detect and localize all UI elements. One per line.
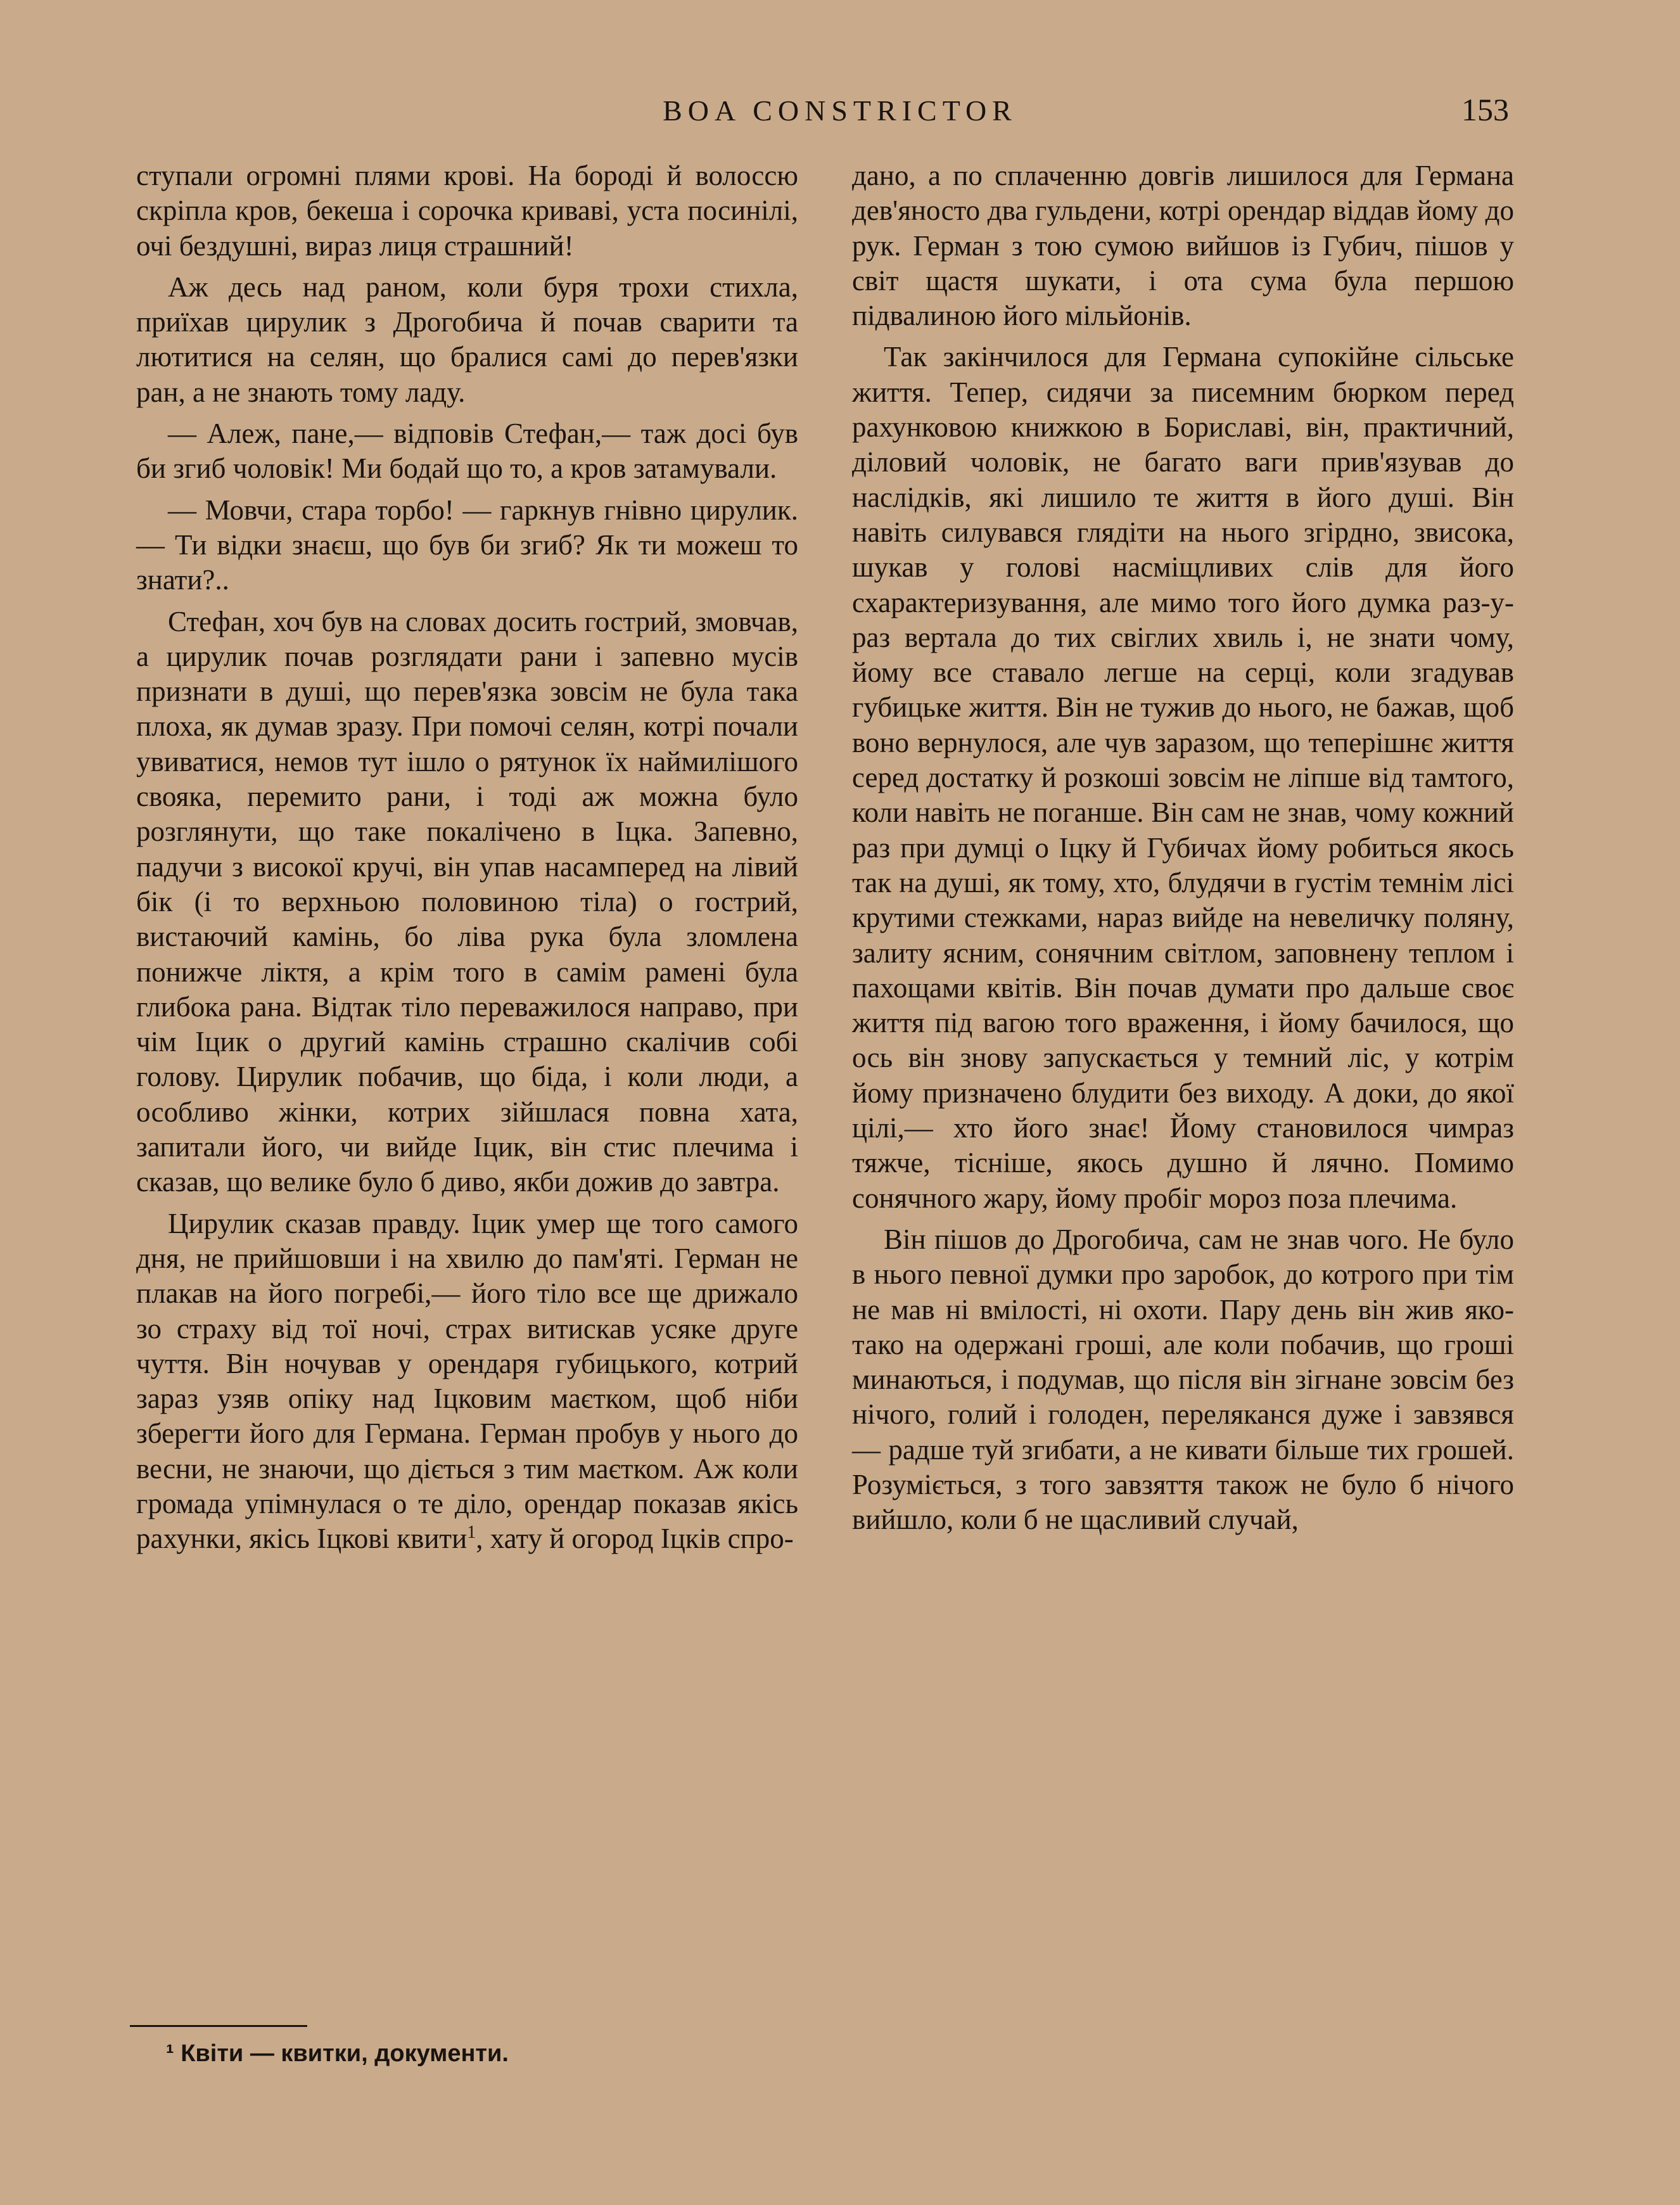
paragraph: Він пішов до Дрогобича, сам не знав чого. Не було в нього певної думки про заробок, до котрого при тім не мав ні вмілості, ні охоти. Пару день він жив яко-тако на одержані гроші, але коли побачив, що гроші минаються, і подумав, що після він зігнане зовсім без нічого, голий і голоден, переляканся дуже і завзявся — радше туй згибати, а не кивати більше тих грошей. Розуміється, з того завзяття також не було б нічого вийшло, коли б не щасливий случай,	[852, 1223, 1514, 1536]
paragraph: — Мовчи, стара торбо! — гаркнув гнівно цирулик.— Ти відки знаєш, що був би згиб? Як ти можеш то знати?..	[136, 494, 798, 596]
paragraph: Так закінчилося для Германа супокійне сільське життя. Тепер, сидячи за писемним бюрком перед рахунковою книжкою в Бориславі, він, практичний, діловий чоловік, не багато ваги прив'язував до наслідків, які лишило те життя в його душі. Він навіть силувався глядіти на нього згірдно, звисока, шукав у голові насміщливих слів для його схарактеризування, але мимо того його думка раз-у-раз вертала до тих свіглих хвиль і, не знати чому, йому все ставало легше на серці, коли згадував губицьке життя. Він не тужив до нього, не бажав, щоб воно вернулося, але чув заразом, що теперішнє життя серед достатку й розкоші зовсім не ліпше від тамтого, коли навіть не поганше. Він сам не знав, чому кожний раз при думці о Іцку й Губичах йому робиться якось так на душі, як тому, хто, блудячи в густім темнім лісі крутими стежками, нараз вийде на невеличку поляну, залиту ясним, сонячним світлом, заповнену теплом і пахощами квітів. Він почав думати про дальше своє життя під вагою того враження, і йому бачилося, що ось він знову запускається у темний ліс, у котрім йому призначено блудити без виходу. А доки, до якої цілі,— хто його знає! Йому становилося чимраз тяжче, тісніше, якось душно й лячно. Помимо сонячного жару, йому пробіг мороз поза плечима.	[852, 341, 1514, 1214]
page-number: 153	[1461, 92, 1509, 127]
footnote-rule	[130, 2025, 307, 2027]
paragraph: дано, а по сплаченню довгів лишилося для Германа дев'яносто два гульдени, котрі орендар віддав йому до рук. Герман з тою сумою вийшов із Губич, пішов у світ щастя шукати, і ота сума була першою підвалиною його мільйонів.	[852, 160, 1514, 332]
paragraph: Стефан, хоч був на словах досить гострий, змовчав, а цирулик почав розглядати рани і запевно мусів признати в душі, що перев'язка зовсім не була така плоха, як думав зразу. При помочі селян, котрі почали увиватися, немов тут ішло о рятунок їх наймилішого свояка, перемито рани, і тоді аж можна було розглянути, що таке покалічено в Іцка. Запевно, падучи з високої кручі, він упав насамперед на лівий бік (і то верхньою половиною тіла) о гострий, вистаючий камінь, бо ліва рука була зломлена понижче ліктя, а крім того в самім рамені була глибока рана. Відтак тіло переважилося направо, при чім Іцик о другий камінь страшно скалічив собі голову. Цирулик побачив, що біда, і коли люди, а особливо жінки, котрих зійшлася повна хата, запитали його, чи вийде Іцик, він стис плечима і сказав, що велике було б диво, якби дожив до завтра.	[136, 605, 798, 1198]
paragraph-text-tail: , хату й огород Іцків спро-	[476, 1523, 794, 1555]
paragraph: Аж десь над раном, коли буря трохи стихла, приїхав цирулик з Дрогобича й почав сварити та лютитися на селян, що бралися самі до перев'язки ран, а не знають тому ладу.	[136, 271, 798, 408]
paragraph: — Алеж, пане,— відповів Стефан,— таж досі був би згиб чоловік! Ми бодай що то, а кров затамували.	[136, 418, 798, 485]
left-column	[136, 158, 798, 1557]
paragraph-with-note	[136, 1206, 798, 1557]
paragraph: ступали огромні плями крові. На бороді й волоссю скріпла кров, бекеша і сорочка криваві, уста посинілі, очі бездушні, вираз лиця страшний!	[136, 160, 798, 262]
running-head	[0, 89, 1680, 133]
paragraph-text: Цирулик сказав правду. Іцик умер ще того самого дня, не прийшовши і на хвилю до пам'яті. Герман не плакав на його погребі,— його тіло все ще дрижало зо страху від тої ночі, страх витискав усяке друге чуття. Він ночував у орендаря губицького, котрий зараз узяв опіку над Іцковим маєтком, щоб ніби зберегти його для Германа. Герман пробув у нього до весни, не знаючи, що діється з тим маєтком. Аж коли громада упімнулася о те діло, орендар показав якісь рахунки, якісь Іцкові квити	[136, 1207, 798, 1555]
footnote: ¹ Квіти — квитки, документи.	[166, 2040, 509, 2067]
right-column	[852, 158, 1514, 1538]
running-title: BOA CONSTRICTOR	[663, 94, 1017, 127]
footnote-marker: 1	[467, 1523, 476, 1543]
